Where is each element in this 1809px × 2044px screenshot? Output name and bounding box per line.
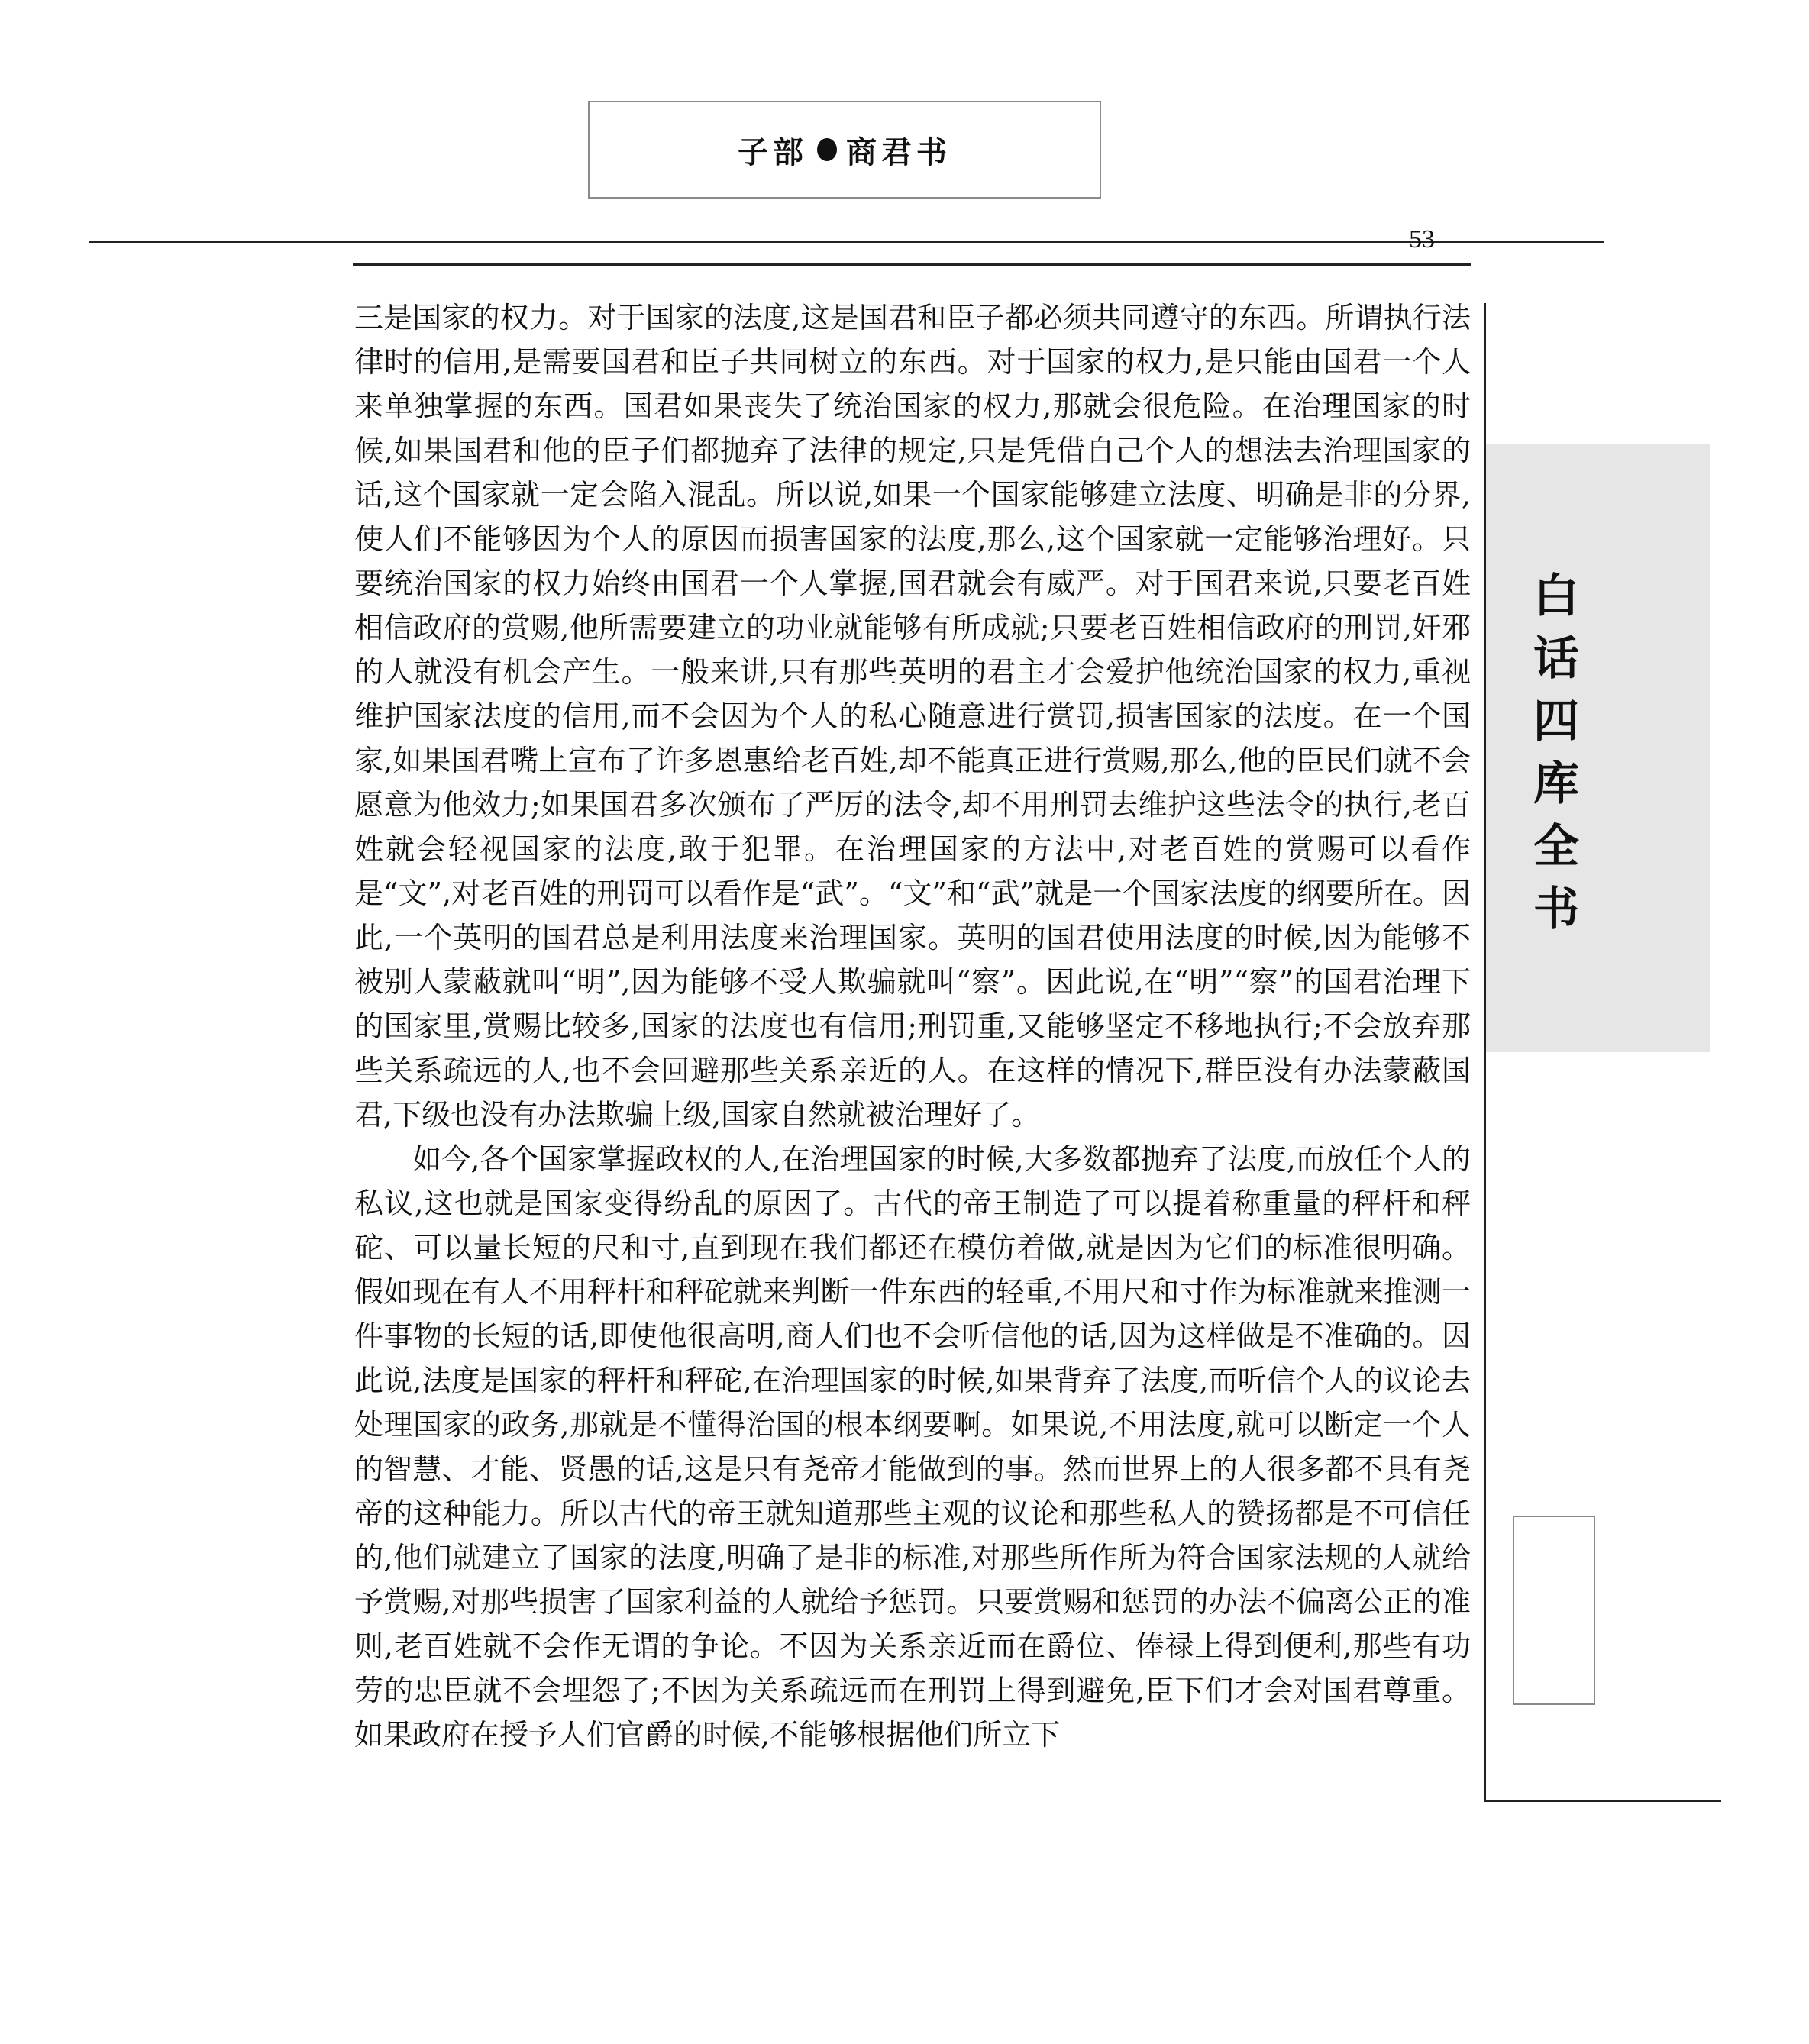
text-top-rule: [353, 263, 1471, 266]
series-title-char: 话: [1533, 632, 1579, 686]
series-title-char: 库: [1533, 757, 1579, 811]
series-title-char: 四: [1533, 695, 1579, 748]
series-title-char: 书: [1533, 883, 1579, 936]
header-section: 子部: [738, 134, 808, 170]
paragraph: 如今,各个国家掌握政权的人,在治理国家的时候,大多数都抛弃了法度,而放任个人的私议,这也就是国家变得纷乱的原因了。古代的帝王制造了可以提着称重量的秤杆和秤砣、可以量长短的尺和寸,直到现在我们都还在模仿着做,就是因为它们的标准很明确。假如现在有人不用秤杆和秤砣就来判断一件东西的轻重,不用尺和寸作为标准就来推测一件事物的长短的话,即使他很高明,商人们也不会听信他的话,因为这样做是不准确的。因此说,法度是国家的秤杆和秤砣,在治理国家的时候,如果背弃了法度,而听信个人的议论去处理国家的政务,那就是不懂得治国的根本纲要啊。如果说,不用法度,就可以断定一个人的智慧、才能、贤愚的话,这是只有尧帝才能做到的事。然而世界上的人很多都不具有尧帝的这种能力。所以古代的帝王就知道那些主观的议论和那些私人的赞扬都是不可信任的,他们就建立了国家的法度,明确了是非的标准,对那些所作所为符合国家法规的人就给予赏赐,对那些损害了国家利益的人就给予惩罚。只要赏赐和惩罚的办法不偏离公正的准则,老百姓就不会作无谓的争论。不因为关系亲近而在爵位、俸禄上得到便利,那些有功劳的忠臣就不会埋怨了;不因为关系疏远而在刑罚上得到避免,臣下们才会对国君尊重。如果政府在授予人们官爵的时候,不能够根据他们所立下: [354, 1142, 1471, 1752]
header-rule: [89, 241, 1604, 243]
running-header: [588, 101, 1101, 199]
series-title-char: 白: [1533, 570, 1579, 623]
margin-bottom-rule: [1484, 1800, 1721, 1802]
series-title-char: 全: [1533, 820, 1579, 873]
page-number: 53: [1409, 225, 1435, 253]
bullet-icon: [817, 138, 837, 161]
series-title: [1520, 565, 1593, 941]
body-text: [354, 295, 1471, 1757]
paragraph: 三是国家的权力。对于国家的法度,这是国君和臣子都必须共同遵守的东西。所谓执行法律时的信用,是需要国君和臣子共同树立的东西。对于国家的权力,是只能由国君一个人来单独掌握的东西。国君如果丧失了统治国家的权力,那就会很危险。在治理国家的时候,如果国君和他的臣子们都抛弃了法律的规定,只是凭借自己个人的想法去治理国家的话,这个国家就一定会陷入混乱。所以说,如果一个国家能够建立法度、明确是非的分界,使人们不能够因为个人的原因而损害国家的法度,那么,这个国家就一定能够治理好。只要统治国家的权力始终由国君一个人掌握,国君就会有威严。对于国君来说,只要老百姓相信政府的赏赐,他所需要建立的功业就能够有所成就;只要老百姓相信政府的刑罚,奸邪的人就没有机会产生。一般来讲,只有那些英明的君主才会爱护他统治国家的权力,重视维护国家法度的信用,而不会因为个人的私心随意进行赏罚,损害国家的法度。在一个国家,如果国君嘴上宣布了许多恩惠给老百姓,却不能真正进行赏赐,那么,他的臣民们就不会愿意为他效力;如果国君多次颁布了严厉的法令,却不用刑罚去维护这些法令的执行,老百姓就会轻视国家的法度,敢于犯罪。在治理国家的方法中,对老百姓的赏赐可以看作是“文”,对老百姓的刑罚可以看作是“武”。“文”和“武”就是一个国家法度的纲要所在。因此,一个英明的国君总是利用法度来治理国家。英明的国君使用法度的时候,因为能够不被别人蒙蔽就叫“明”,因为能够不受人欺骗就叫“察”。因此说,在“明”“察”的国君治理下的国家里,赏赐比较多,国家的法度也有信用;刑罚重,又能够坚定不移地执行;不会放弃那些关系疏远的人,也不会回避那些关系亲近的人。在这样的情况下,群臣没有办法蒙蔽国君,下级也没有办法欺骗上级,国家自然就被治理好了。: [354, 301, 1471, 1132]
header-book-title: 商君书: [846, 134, 951, 170]
thumb-index-box: [1513, 1516, 1595, 1705]
